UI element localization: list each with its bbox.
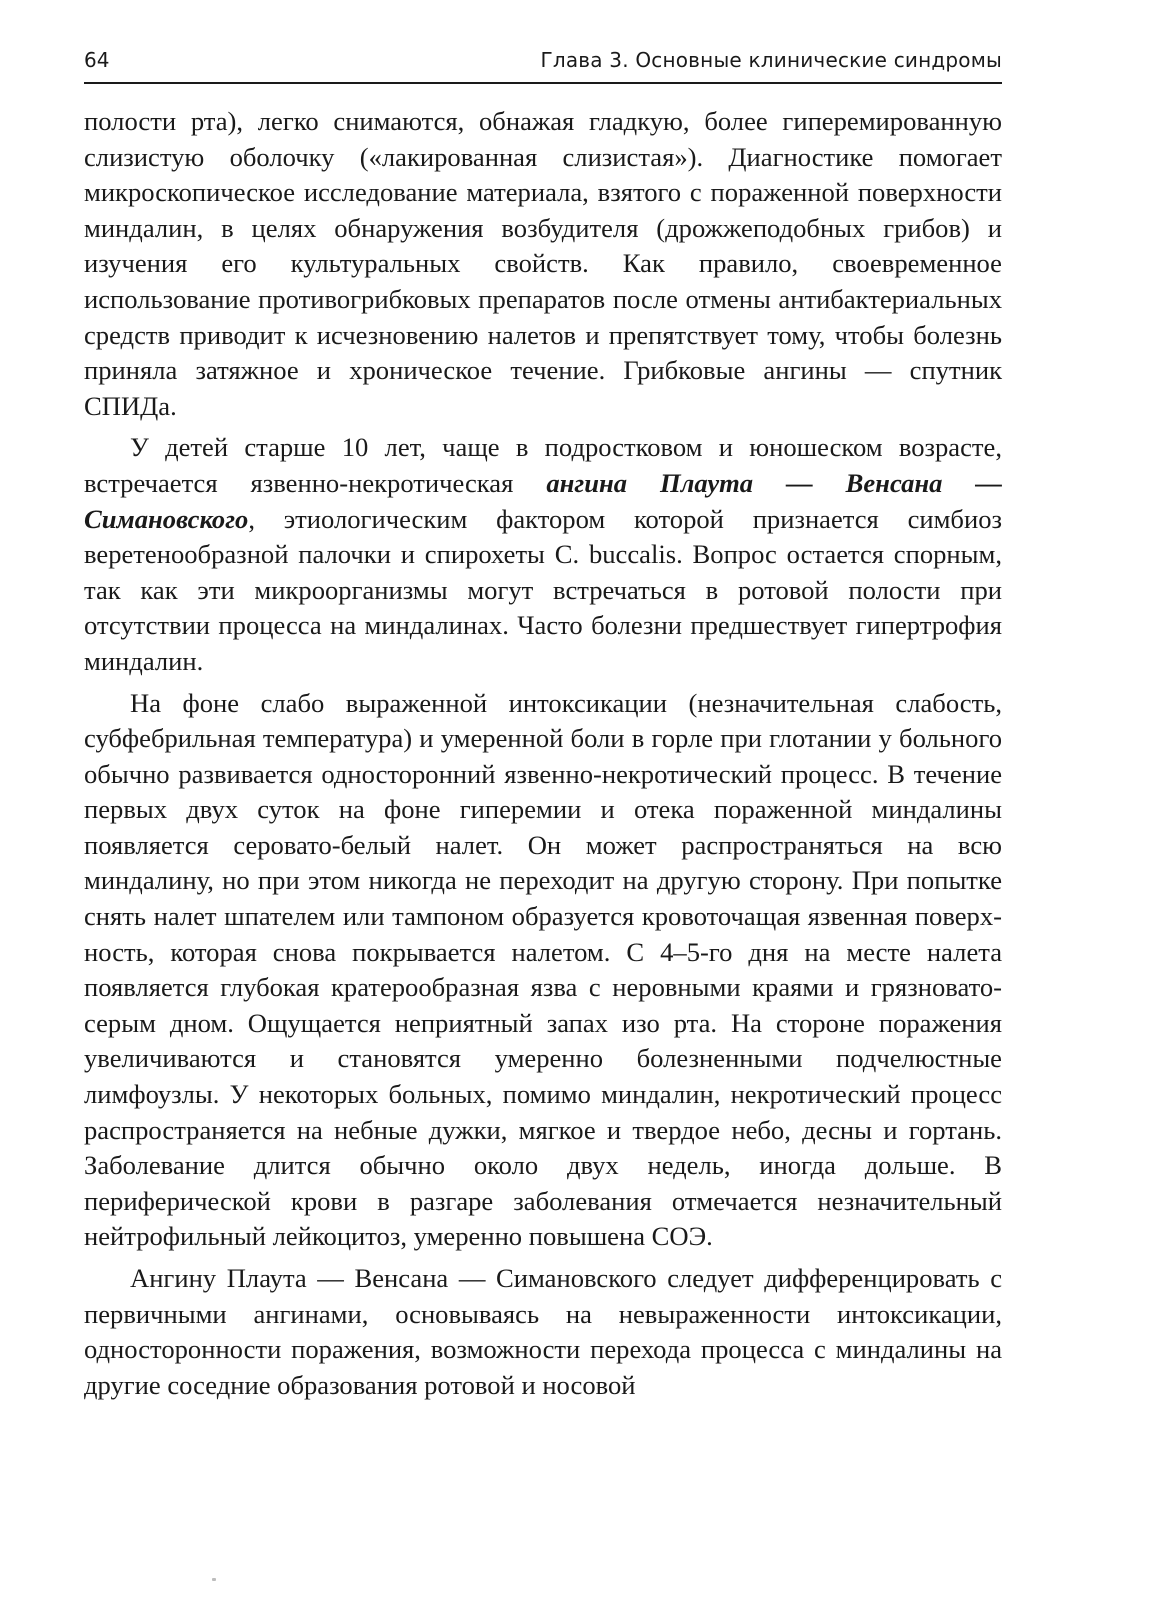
running-head: Глава 3. Основные клинические синдромы [540,48,1002,72]
page-header [84,48,1002,84]
scan-speck [212,1578,216,1581]
page-number: 64 [84,48,110,72]
paragraph-4: Ангину Плаута — Венсана — Симановского следует дифференцировать с первичными ангинами, основываясь на невыраженности интоксикации, односторонности поражения, возможности перехода процесса с миндалины на другие соседние образования ротовой и носовой [84,1263,1002,1400]
paragraph-2 [84,430,1002,679]
paragraph-2-lead: У детей старше 10 лет, чаще в подростковом и юношеском возрасте, встречается язвенно-некротическая [84,432,1002,498]
paragraph-2-rest: , этиологическим фактором которой признается симбиоз веретенообразной палочки и спирохеты C. buccalis. Вопрос остается спорным, так как эти микроорганизмы могут встречаться в ротовой полости при отсутствии процесса на миндалинах. Часто болезни предшествует гипертрофия миндалин. [84,503,1002,676]
paragraph-3: На фоне слабо выраженной интоксикации (незначительная слабость, субфебрильная температура) и умеренной боли в горле при глотании у больного обычно развивается односторонний язвенно-некротический процесс. В течение первых двух суток на фоне гиперемии и отека пораженной миндалины появляется серовато-белый налет. Он может распространяться на всю миндалину, но при этом никогда не переходит на другую сторону. При попытке снять налет шпателем или тампоном образуется кровоточащая язвенная поверхность, которая снова покрывается налетом. С 4–5-го дня на месте налета появляется глубокая кратерообразная язва с неровными краями и грязновато-серым дном. Ощущается неприятный запах изо рта. На стороне поражения увеличиваются и становятся умеренно болезненными подчелюстные лимфоузлы. У некоторых больных, помимо миндалин, некротический процесс распространяется на небные дужки, мягкое и твердое небо, десны и гортань. Заболевание длится обычно около двух недель, иногда дольше. В периферической крови в разгаре заболевания отмечается незначительный нейтрофильный лейкоцитоз, умеренно повышена СОЭ. [84,687,1002,1252]
paragraph-1: полости рта), легко снимаются, обнажая гладкую, более гиперемированную слизистую оболочку («лакированная слизистая»). Диагностике помогает микроскопическое исследование материала, взятого с пораженной поверхности миндалин, в целях обнаружения возбудителя (дрожжеподобных грибов) и изучения его культуральных свойств. Как правило, своевременное использование противогрибковых препаратов после отмены антибактериальных средств приводит к исчезновению налетов и препятствует тому, чтобы болезнь приняла затяжное и хроническое течение. Грибковые ангины — спутник СПИДа. [84,106,1002,421]
disease-term: ангина Плаута — Венсана — Симановского [84,467,1002,534]
body-text [84,104,1002,1409]
